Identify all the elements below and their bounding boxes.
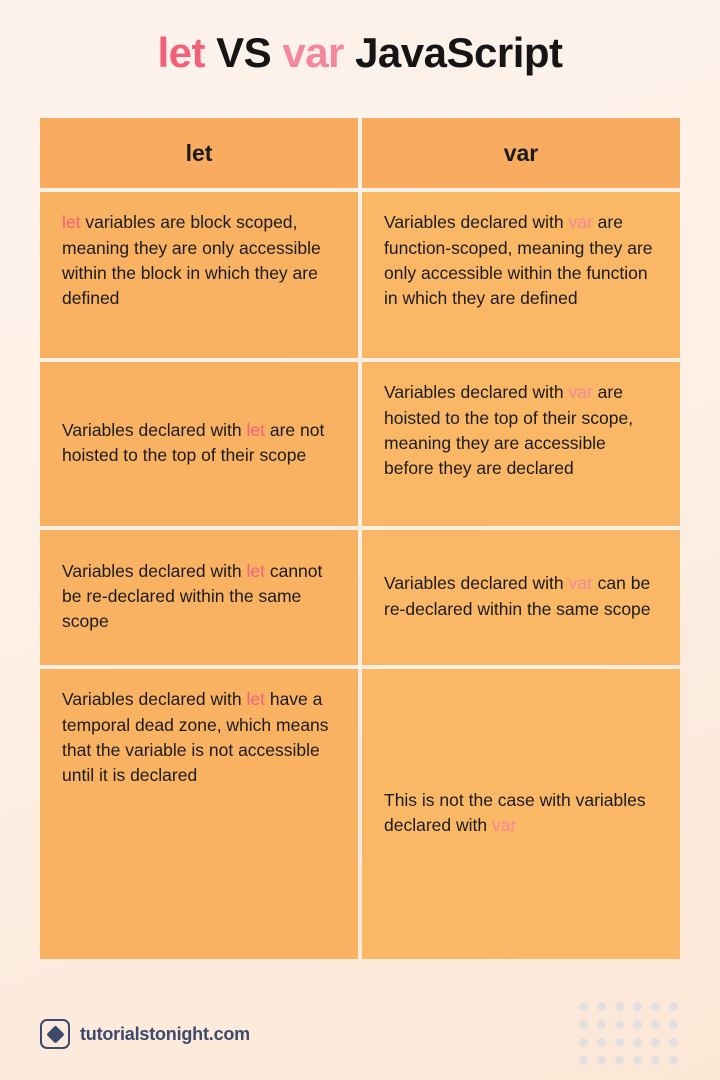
- cell-text: are hoisted to the top of their scope, meaning they are accessible before they are declared: [384, 382, 634, 479]
- table-cell-let: [40, 669, 358, 959]
- cell-text: have a temporal dead zone, which means that the variable is not accessible until it is declared: [62, 689, 329, 786]
- table-header-row: [40, 118, 680, 188]
- cell-text: can be re-declared within the same scope: [384, 573, 651, 619]
- decorative-dot-grid: [579, 1002, 680, 1067]
- dot: [579, 1020, 588, 1029]
- dot: [669, 1002, 678, 1011]
- keyword-var: var: [491, 815, 517, 836]
- dot: [651, 1020, 660, 1029]
- cell-text-pre: Variables declared with: [62, 689, 247, 710]
- brand[interactable]: [40, 1019, 250, 1049]
- table-cell-var: [362, 362, 680, 526]
- dot: [669, 1056, 678, 1065]
- cell-text-pre: Variables declared with: [384, 212, 569, 233]
- cell-text-pre: Variables declared with: [384, 573, 569, 594]
- cell-text: are not hoisted to the top of their scope: [62, 419, 325, 466]
- table-cell-var: [362, 669, 680, 959]
- title-keyword-let: let: [157, 29, 205, 76]
- dot: [597, 1020, 606, 1029]
- dot: [615, 1020, 624, 1029]
- dot: [597, 1038, 606, 1047]
- dot: [651, 1056, 660, 1065]
- diamond-square-logo-icon: [40, 1019, 70, 1049]
- keyword-var: var: [568, 382, 593, 403]
- table-header-let: let: [40, 118, 358, 188]
- comparison-table: [40, 118, 680, 959]
- dot: [633, 1020, 642, 1029]
- dot: [579, 1056, 588, 1065]
- dot: [615, 1056, 624, 1065]
- cell-text-pre: Variables declared with: [62, 419, 247, 440]
- cell-text-pre: This is not the case with variables declared with: [384, 789, 646, 836]
- table-row: [40, 362, 680, 526]
- dot: [579, 1002, 588, 1011]
- table-row: [40, 192, 680, 358]
- dot: [651, 1002, 660, 1011]
- page-title: [0, 30, 720, 76]
- keyword-let: let: [246, 689, 265, 710]
- table-row: [40, 530, 680, 665]
- keyword-let: let: [246, 419, 265, 440]
- dot: [597, 1056, 606, 1065]
- cell-text: cannot be re-declared within the same scope: [62, 560, 323, 632]
- table-cell-let: [40, 530, 358, 665]
- dot: [633, 1038, 642, 1047]
- keyword-var: var: [568, 212, 593, 233]
- table-cell-var: [362, 192, 680, 358]
- table-cell-let: [40, 362, 358, 526]
- keyword-let: let: [246, 560, 265, 581]
- cell-text-pre: Variables declared with: [384, 382, 569, 403]
- dot: [597, 1002, 606, 1011]
- dot: [633, 1056, 642, 1065]
- dot: [651, 1038, 660, 1047]
- keyword-var: var: [568, 573, 593, 594]
- table-cell-let: [40, 192, 358, 358]
- dot: [669, 1038, 678, 1047]
- dot: [615, 1038, 624, 1047]
- dot: [615, 1002, 624, 1011]
- dot: [579, 1038, 588, 1047]
- title-keyword-var: var: [282, 29, 344, 76]
- dot: [633, 1002, 642, 1011]
- table-row: [40, 669, 680, 959]
- table-cell-var: [362, 530, 680, 665]
- cell-text: variables are block scoped, meaning they are only accessible within the block in which they are defined: [62, 212, 321, 309]
- footer: [0, 988, 720, 1080]
- title-vs: VS: [216, 29, 272, 76]
- brand-label: tutorialstonight.com: [80, 1023, 250, 1044]
- cell-text-pre: Variables declared with: [62, 560, 247, 581]
- dot: [669, 1020, 678, 1029]
- table-header-var: var: [362, 118, 680, 188]
- cell-text: are function-scoped, meaning they are only accessible within the function in which they are defined: [384, 212, 653, 309]
- title-javascript: JavaScript: [355, 29, 563, 76]
- keyword-let: let: [62, 212, 81, 233]
